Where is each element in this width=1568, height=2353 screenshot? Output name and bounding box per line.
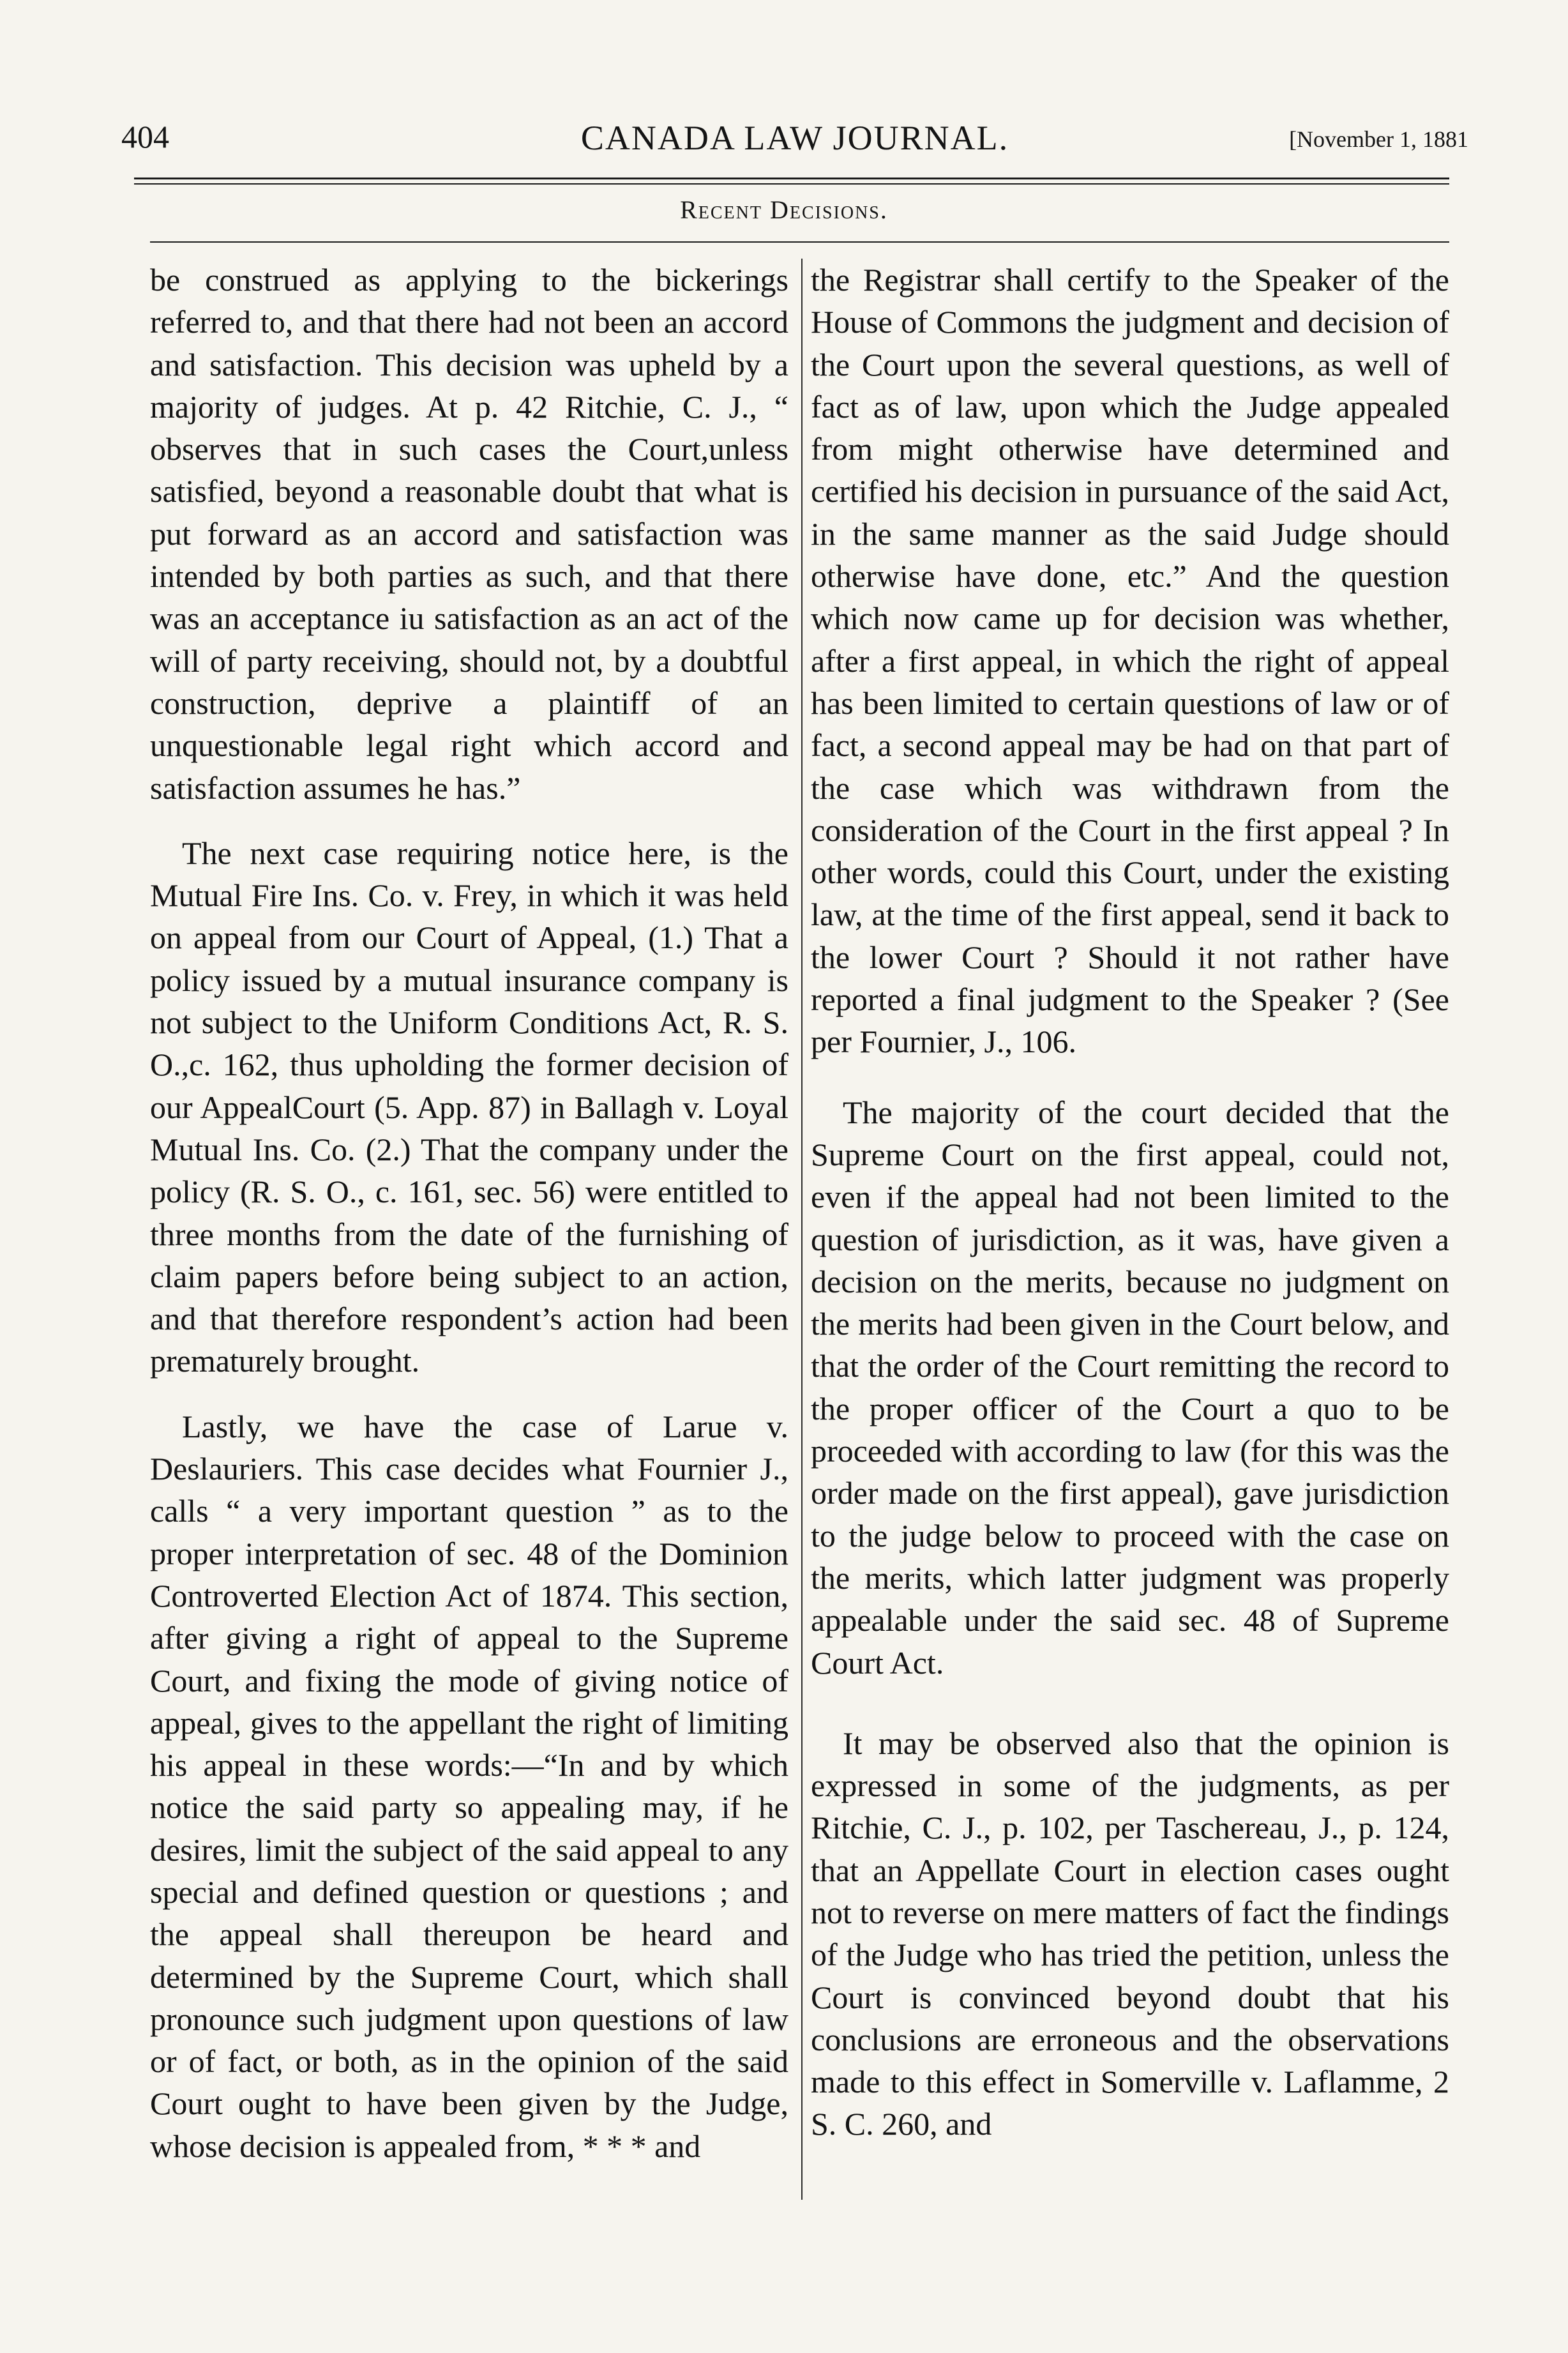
header-rule-bottom xyxy=(134,183,1449,185)
issue-date: [November 1, 1881 xyxy=(1289,126,1468,152)
right-column xyxy=(811,259,1449,2145)
paragraph: Lastly, we have the case of Larue v. Deslauriers. This case decides what Fournier J., calls “ a very important question ” as to the proper interpretation of sec. 48 of the Dominion Controverted Election Act of 1874. This section, after giving a right of appeal to the Supreme Court, and fixing the mode of giving notice of appeal, gives to the appellant the right of limiting his appeal in these words:—“In and by which notice the said party so appealing may, if he desires, limit the subject of the said appeal to any special and defined question or questions ; and the appeal shall thereupon be heard and determined by the Supreme Court, which shall pronounce such judgment upon questions of law or of fact, or both, as in the opinion of the said Court ought to have been given by the Judge, whose decision is appealed from, * * * and xyxy=(150,1408,788,2164)
section-rule xyxy=(150,241,1449,243)
paragraph: The next case requiring notice here, is the Mutual Fire Ins. Co. v. Frey, in which it was held on appeal from our Court of Appeal, (1.) That a policy issued by a mutual insurance company is not subject to the Uniform Conditions Act, R. S. O.,c. 162, thus upholding the former decision of our AppealCourt (5. App. 87) in Ballagh v. Loyal Mutual Ins. Co. (2.) That the company under the policy (R. S. O., c. 161, sec. 56) were entitled to three months from the date of the furnishing of claim papers before being subject to an action, and that therefore respondent’s action had been prematurely brought. xyxy=(150,835,788,1379)
page-header xyxy=(121,118,1468,169)
header-rule-top xyxy=(134,178,1449,179)
paragraph: The majority of the court decided that the Supreme Court on the first appeal, could not, even if the appeal had not been limited to the question of jurisdiction, as it was, have given a decision on the merits, because no judgment on the merits had been given in the Court below, and that the order of the Court remitting the record to the proper officer of the Court a quo to be proceeded with according to law (for this was the order made on the first appeal), gave jurisdiction to the judge below to proceed with the case on the merits, which latter judgment was properly appealable under the said sec. 48 of Supreme Court Act. xyxy=(811,1094,1449,1681)
page-number: 404 xyxy=(121,119,169,155)
column-divider xyxy=(801,259,803,2200)
paragraph: It may be observed also that the opinion is expressed in some of the judgments, as per Ritchie, C. J., p. 102, per Taschereau, J., p. 124, that an Appellate Court in election cases ought not to reverse on mere matters of fact the findings of the Judge who has tried the petition, unless the Court is convinced beyond doubt that his conclusions are erroneous and the observations made to this effect in Somerville v. Laflamme, 2 S. C. 260, and xyxy=(811,1725,1449,2142)
paragraph: be construed as applying to the bickerings referred to, and that there had not been an accord and satisfaction. This decision was upheld by a majority of judges. At p. 42 Ritchie, C. J., “ observes that in such cases the Court,unless satisfied, beyond a reasonable doubt that what is put forward as an accord and satisfaction was intended by both parties as such, and that there was an acceptance iu satisfaction as an act of the will of party receiving, should not, by a doubtful construction, deprive a plaintiff of an unquestionable legal right which accord and satisfaction assumes he has.” xyxy=(150,262,788,806)
paragraph: the Registrar shall certify to the Speaker of the House of Commons the judgment and decision of the Court upon the several questions, as well of fact as of law, upon which the Judge appealed from might otherwise have determined and certified his decision in pursuance of the said Act, in the same manner as the said Judge should otherwise have done, etc.” And the question which now came up for decision was whether, after a first appeal, in which the right of appeal has been limited to certain questions of law or of fact, a second appeal may be had on that part of the case which was withdrawn from the consideration of the Court in the first appeal ? In other words, could this Court, under the existing law, at the time of the first appeal, send it back to the lower Court ? Should it not rather have reported a final judgment to the Speaker ? (See per Fournier, J., 106. xyxy=(811,262,1449,1060)
section-title: Recent Decisions. xyxy=(680,195,888,224)
left-column xyxy=(150,259,788,2167)
journal-title: CANADA LAW JOURNAL. xyxy=(580,119,1009,157)
